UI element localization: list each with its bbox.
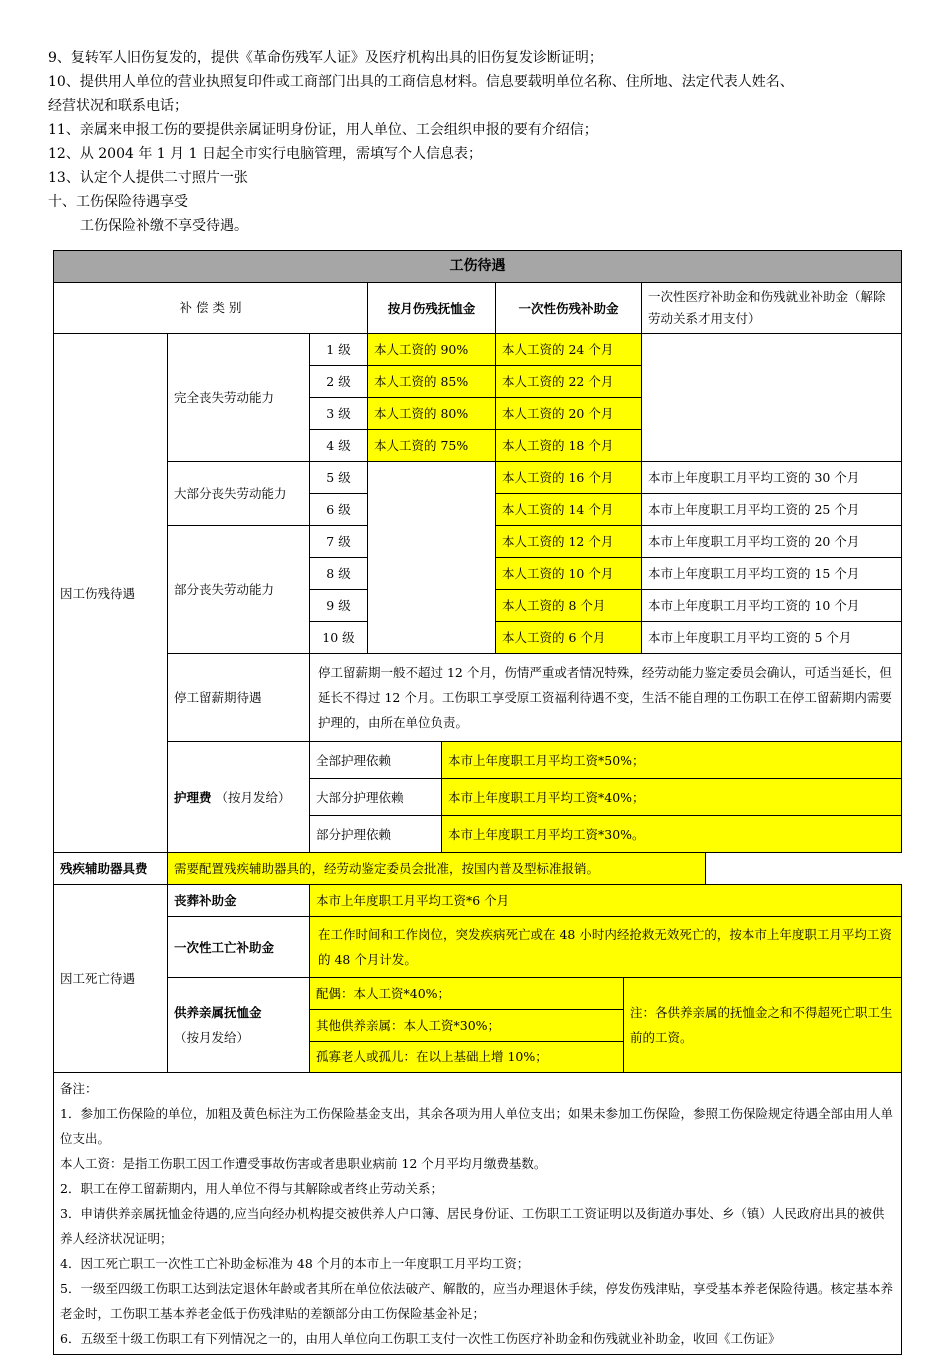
nursing-note: （按月发给） <box>215 789 291 805</box>
nursing-amount: 本市上年度职工月平均工资*30%。 <box>442 816 902 853</box>
section-subtext: 工伤保险补缴不享受待遇。 <box>80 218 248 234</box>
level-cell: 3 级 <box>310 398 368 430</box>
dependent-note: （按月发给） <box>174 1030 250 1045</box>
medical-cell: 本市上年度职工月平均工资的 30 个月 <box>642 462 902 494</box>
note-item: 6．五级至十级工伤职工有下列情况之一的，由用人单位向工伤职工支付一次性工伤医疗补助金和伤残就业补助金，收回《工伤证》 <box>60 1331 781 1346</box>
medical-cell: 本市上年度职工月平均工资的 25 个月 <box>642 494 902 526</box>
lump-cell: 本人工资的 8 个月 <box>496 590 642 622</box>
monthly-cell: 本人工资的 85% <box>368 366 496 398</box>
medical-cell: 本市上年度职工月平均工资的 10 个月 <box>642 590 902 622</box>
note-item: 1．参加工伤保险的单位，加粗及黄色标注为工伤保险基金支出，其余各项为用人单位支出；如果未参加工伤保险，参照工伤保险规定待遇全部由用人单位支出。 <box>60 1106 893 1146</box>
intro-line-11: 11、亲属来申报工伤的要提供亲属证明身份证，用人单位、工会组织申报的要有介绍信； <box>48 122 598 138</box>
nursing-label: 护理费 <box>174 789 212 805</box>
level-cell: 5 级 <box>310 462 368 494</box>
level-cell: 8 级 <box>310 558 368 590</box>
nursing-type: 全部护理依赖 <box>310 742 442 779</box>
intro-text <box>48 46 938 238</box>
notes-heading: 备注： <box>60 1081 98 1096</box>
level-cell: 6 级 <box>310 494 368 526</box>
level-cell: 9 级 <box>310 590 368 622</box>
medical-cell: 本市上年度职工月平均工资的 15 个月 <box>642 558 902 590</box>
lump-cell: 本人工资的 22 个月 <box>496 366 642 398</box>
dependent-other: 其他供养亲属：本人工资*30%； <box>310 1010 624 1042</box>
death-lump-text: 在工作时间和工作岗位，突发疾病死亡或在 48 小时内经抢救无效死亡的，按本市上年度职工月平均工资的 48 个月计发。 <box>310 917 902 978</box>
lump-cell: 本人工资的 24 个月 <box>496 334 642 366</box>
header-monthly: 按月伤残抚恤金 <box>368 283 496 334</box>
level-cell: 4 级 <box>310 430 368 462</box>
nursing-amount: 本市上年度职工月平均工资*50%； <box>442 742 902 779</box>
funeral-text: 本市上年度职工月平均工资*6 个月 <box>310 885 902 917</box>
intro-line-10b: 经营状况和联系电话； <box>48 98 188 114</box>
level-cell: 1 级 <box>310 334 368 366</box>
benefits-table <box>53 250 902 1355</box>
level-cell: 2 级 <box>310 366 368 398</box>
monthly-cell: 本人工资的 90% <box>368 334 496 366</box>
suspension-text: 停工留薪期一般不超过 12 个月，伤情严重或者情况特殊，经劳动能力鉴定委员会确认，可适当延长，但延长不得过 12 个月。工伤职工享受原工资福利待遇不变，生活不能自理的工伤职工在停工留薪期内需要护理的，由所在单位负责。 <box>310 654 902 742</box>
table-title: 工伤待遇 <box>54 251 902 283</box>
lump-cell: 本人工资的 20 个月 <box>496 398 642 430</box>
header-medical: 一次性医疗补助金和伤残就业补助金（解除劳动关系才用支付） <box>642 283 902 334</box>
dependent-spouse: 配偶：本人工资*40%； <box>310 978 624 1010</box>
partial-loss-label: 部分丧失劳动能力 <box>168 526 310 654</box>
major-loss-label: 大部分丧失劳动能力 <box>168 462 310 526</box>
dependent-label: 供养亲属抚恤金 <box>174 1005 262 1020</box>
header-lump: 一次性伤残补助金 <box>496 283 642 334</box>
death-group-label: 因工死亡待遇 <box>54 885 168 1073</box>
lump-cell: 本人工资的 18 个月 <box>496 430 642 462</box>
nursing-amount: 本市上年度职工月平均工资*40%； <box>442 779 902 816</box>
intro-line-10a: 10、提供用人单位的营业执照复印件或工商部门出具的工商信息材料。信息要载明单位名称、住所地、法定代表人姓名、 <box>48 74 794 90</box>
nursing-type: 部分护理依赖 <box>310 816 442 853</box>
full-loss-label: 完全丧失劳动能力 <box>168 334 310 462</box>
aids-text: 需要配置残疾辅助器具的，经劳动鉴定委员会批准，按国内普及型标准报销。 <box>168 853 706 885</box>
death-lump-label: 一次性工亡补助金 <box>168 917 310 978</box>
intro-line-9: 9、复转军人旧伤复发的，提供《革命伤残军人证》及医疗机构出具的旧伤复发诊断证明； <box>48 50 603 66</box>
disability-group-label: 因工伤残待遇 <box>54 334 168 853</box>
lump-cell: 本人工资的 14 个月 <box>496 494 642 526</box>
intro-line-12: 12、从 2004 年 1 月 1 日起全市实行电脑管理，需填写个人信息表； <box>48 146 482 162</box>
section-heading: 十、工伤保险待遇享受 <box>48 194 188 210</box>
funeral-label: 丧葬补助金 <box>168 885 310 917</box>
medical-empty-cell <box>642 334 902 462</box>
note-item: 4．因工死亡职工一次性工亡补助金标准为 48 个月的本市上一年度职工月平均工资； <box>60 1256 530 1271</box>
level-cell: 10 级 <box>310 622 368 654</box>
dependent-label-cell <box>168 978 310 1073</box>
suspension-label: 停工留薪期待遇 <box>168 654 310 742</box>
dependent-orphan: 孤寡老人或孤儿：在以上基础上增 10%； <box>310 1042 624 1073</box>
monthly-empty-cell <box>368 462 496 654</box>
note-item: 5．一级至四级工伤职工达到法定退休年龄或者其所在单位依法破产、解散的，应当办理退休手续，停发伤残津贴，享受基本养老保险待遇。核定基本养老金时，工伤职工基本养老金低于伤残津贴的差额部分由工伤保险基金补足； <box>60 1281 893 1321</box>
level-cell: 7 级 <box>310 526 368 558</box>
note-item: 2．职工在停工留薪期内，用人单位不得与其解除或者终止劳动关系； <box>60 1181 443 1196</box>
monthly-cell: 本人工资的 75% <box>368 430 496 462</box>
header-category: 补 偿 类 别 <box>54 283 368 334</box>
intro-line-13: 13、认定个人提供二寸照片一张 <box>48 170 248 186</box>
dependent-limit: 注：各供养亲属的抚恤金之和不得超死亡职工生前的工资。 <box>624 978 902 1073</box>
aids-label: 残疾辅助器具费 <box>54 853 168 885</box>
nursing-label-cell <box>168 742 310 853</box>
medical-cell: 本市上年度职工月平均工资的 20 个月 <box>642 526 902 558</box>
notes-block <box>54 1073 902 1355</box>
lump-cell: 本人工资的 10 个月 <box>496 558 642 590</box>
lump-cell: 本人工资的 6 个月 <box>496 622 642 654</box>
medical-cell: 本市上年度职工月平均工资的 5 个月 <box>642 622 902 654</box>
nursing-type: 大部分护理依赖 <box>310 779 442 816</box>
monthly-cell: 本人工资的 80% <box>368 398 496 430</box>
note-item: 本人工资：是指工伤职工因工作遭受事故伤害或者患职业病前 12 个月平均月缴费基数。 <box>60 1156 547 1171</box>
note-item: 3．申请供养亲属抚恤金待遇的,应当向经办机构提交被供养人户口簿、居民身份证、工伤职工工资证明以及街道办事处、乡（镇）人民政府出具的被供养人经济状况证明； <box>60 1206 885 1246</box>
lump-cell: 本人工资的 16 个月 <box>496 462 642 494</box>
lump-cell: 本人工资的 12 个月 <box>496 526 642 558</box>
